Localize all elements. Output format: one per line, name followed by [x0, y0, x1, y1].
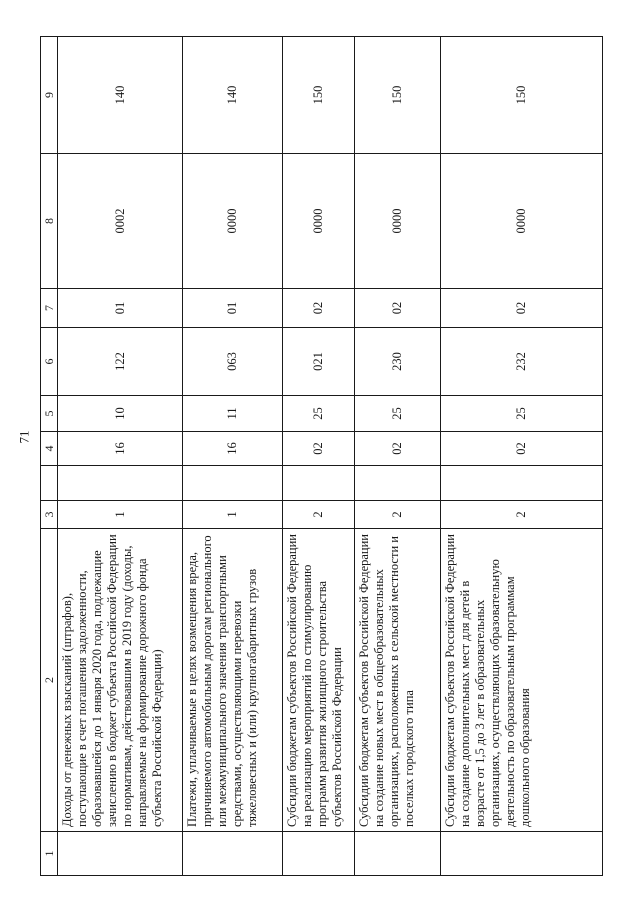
budget-classification-table [40, 36, 603, 876]
table-row [355, 37, 441, 876]
cell-9: 150 [355, 37, 441, 154]
cell-7: 02 [355, 289, 441, 328]
cell-3: 2 [355, 501, 441, 529]
cell-9: 140 [183, 37, 283, 154]
cell-4: 02 [283, 432, 355, 466]
cell-4: 02 [355, 432, 441, 466]
cell-5: 25 [355, 396, 441, 432]
cell-9: 150 [441, 37, 603, 154]
cell-description: Платежи, уплачиваемые в целях возмещения вреда, причиняемого автомобильным дорогам регионального или межмуниципального значения транспортными средствами, осуществляющими перевозки тяжеловесных и (или) крупногабаритных грузов [183, 529, 283, 832]
cell-8: 0000 [183, 154, 283, 289]
cell-blank [441, 466, 603, 501]
cell-1 [355, 832, 441, 876]
cell-3: 2 [441, 501, 603, 529]
cell-6: 122 [58, 328, 183, 396]
cell-6: 021 [283, 328, 355, 396]
header-cell: 3 [41, 501, 58, 529]
cell-8: 0000 [355, 154, 441, 289]
cell-6: 232 [441, 328, 603, 396]
cell-blank [355, 466, 441, 501]
cell-7: 01 [183, 289, 283, 328]
cell-8: 0002 [58, 154, 183, 289]
cell-1 [283, 832, 355, 876]
cell-5: 25 [441, 396, 603, 432]
header-cell: 9 [41, 37, 58, 154]
page-number: 71 [16, 430, 32, 444]
header-cell: 4 [41, 432, 58, 466]
cell-7: 02 [441, 289, 603, 328]
cell-blank [183, 466, 283, 501]
cell-7: 02 [283, 289, 355, 328]
cell-5: 11 [183, 396, 283, 432]
cell-description: Субсидии бюджетам субъектов Российской Федерации на создание новых мест в общеобразовательных организациях, расположенных в сельской местности и поселках городского типа [355, 529, 441, 832]
cell-7: 01 [58, 289, 183, 328]
cell-5: 10 [58, 396, 183, 432]
cell-description: Доходы от денежных взысканий (штрафов), поступающие в счет погашения задолженности, образовавшейся до 1 января 2020 года, подлежащие зачислению в бюджет субъекта Российской Федерации по нормативам, действовавшим в 2019 году (доходы, направляемые на формирование дорожного фонда субъекта Российской Федерации) [58, 529, 183, 832]
cell-1 [183, 832, 283, 876]
cell-9: 140 [58, 37, 183, 154]
cell-3: 1 [183, 501, 283, 529]
cell-1 [58, 832, 183, 876]
cell-description: Субсидии бюджетам субъектов Российской Федерации на создание дополнительных мест для детей в возрасте от 1,5 до 3 лет в образовательных организациях, осуществляющих образовательную деятельность по образовательным программам дошкольного образования [441, 529, 603, 832]
header-cell: 6 [41, 328, 58, 396]
header-cell: 1 [41, 832, 58, 876]
cell-4: 16 [58, 432, 183, 466]
cell-4: 02 [441, 432, 603, 466]
cell-8: 0000 [283, 154, 355, 289]
table-header-row [41, 37, 58, 876]
cell-1 [441, 832, 603, 876]
header-cell: 8 [41, 154, 58, 289]
table-row [441, 37, 603, 876]
cell-blank [283, 466, 355, 501]
cell-3: 2 [283, 501, 355, 529]
cell-5: 25 [283, 396, 355, 432]
cell-blank [58, 466, 183, 501]
cell-description: Субсидии бюджетам субъектов Российской Федерации на реализацию мероприятий по стимулированию программ развития жилищного строительства субъектов Российской Федерации [283, 529, 355, 832]
cell-3: 1 [58, 501, 183, 529]
table-row [58, 37, 183, 876]
cell-4: 16 [183, 432, 283, 466]
cell-8: 0000 [441, 154, 603, 289]
cell-9: 150 [283, 37, 355, 154]
header-cell: 5 [41, 396, 58, 432]
cell-6: 063 [183, 328, 283, 396]
header-cell [41, 466, 58, 501]
cell-6: 230 [355, 328, 441, 396]
header-cell: 2 [41, 529, 58, 832]
rotated-table-sheet [40, 37, 603, 876]
header-cell: 7 [41, 289, 58, 328]
table-row [183, 37, 283, 876]
table-row [283, 37, 355, 876]
